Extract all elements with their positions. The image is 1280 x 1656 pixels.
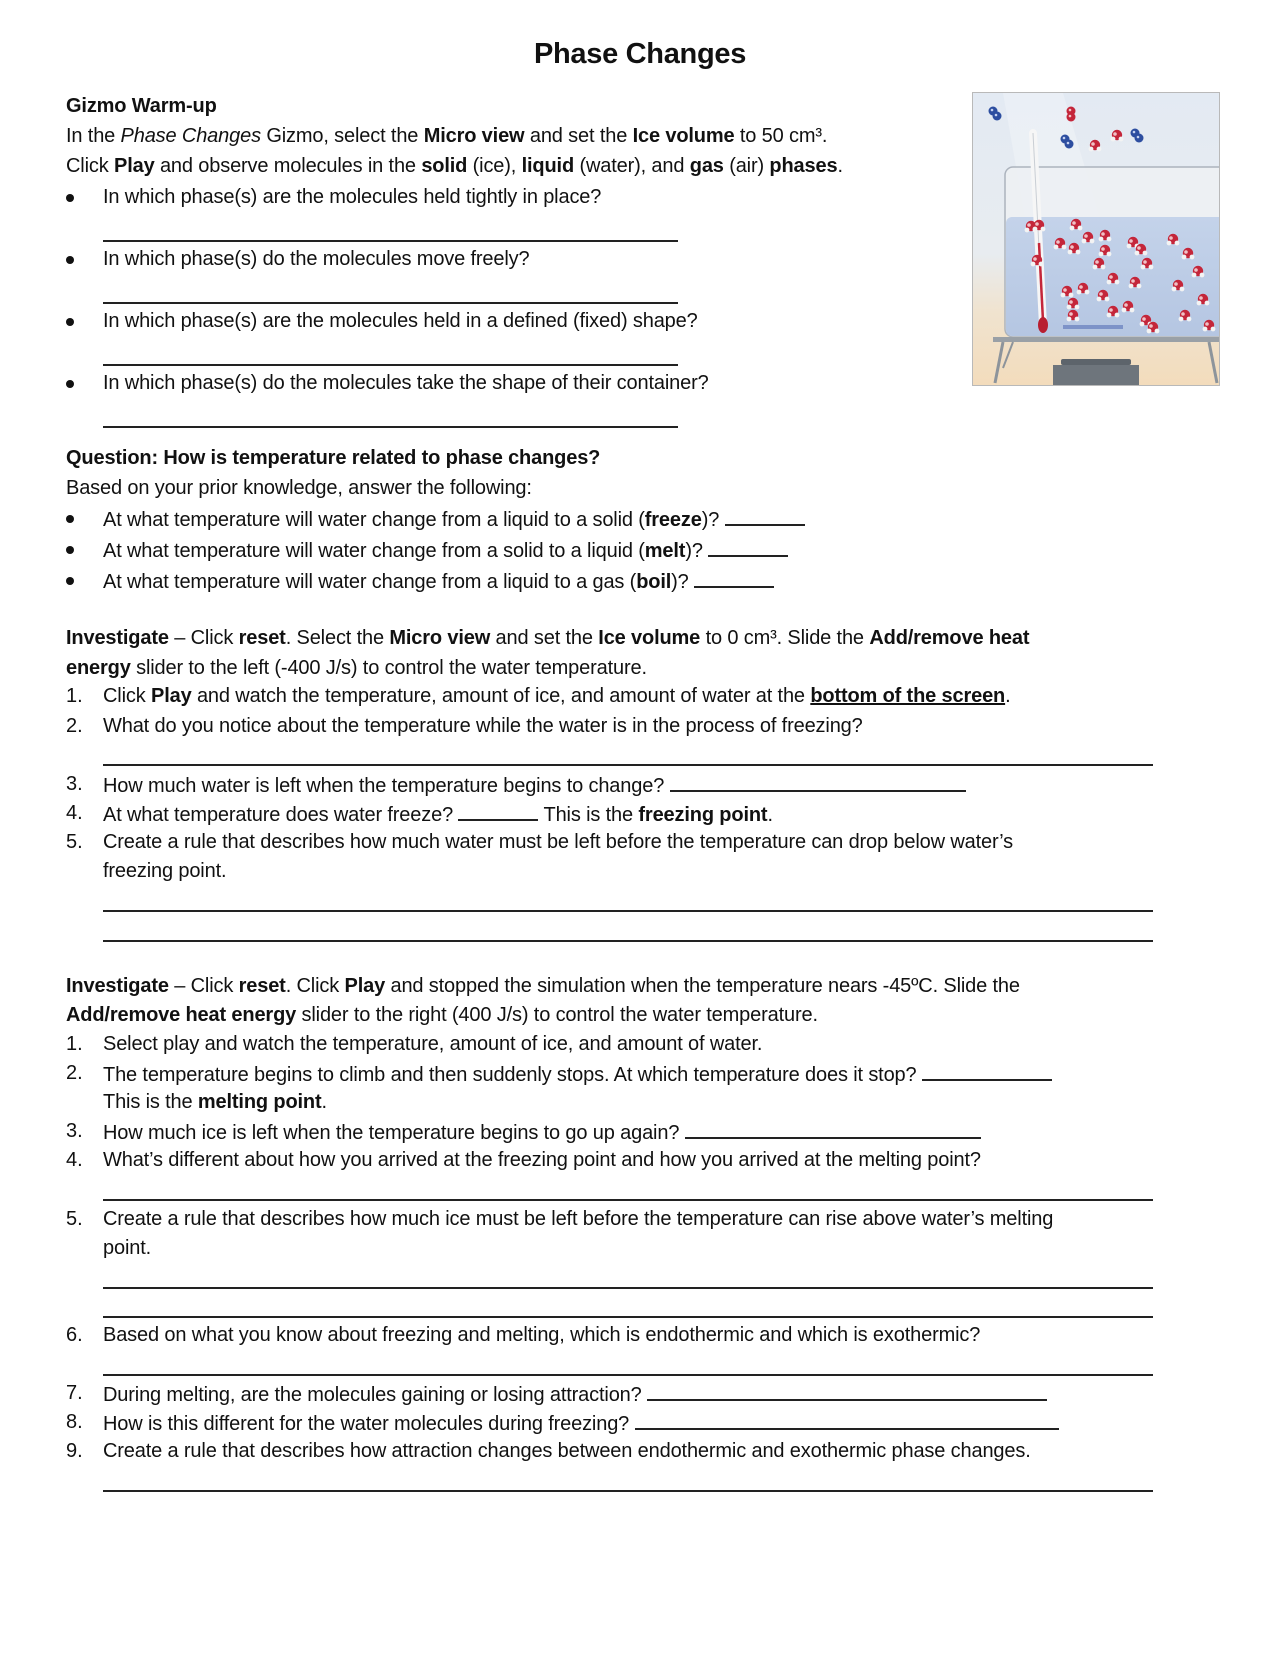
micro-view-term: Micro view: [423, 125, 525, 147]
text: )?: [701, 509, 720, 531]
bullet-icon: [66, 515, 74, 523]
step-number: 3.: [66, 1120, 83, 1142]
gas-term: gas: [689, 155, 724, 177]
investigate-2-step-5-line-2: point.: [103, 1237, 152, 1259]
investigate-2-line-2: [66, 1003, 818, 1027]
text: to 50 cm³.: [734, 125, 828, 147]
bullet-icon: [66, 546, 74, 554]
text: – Click: [168, 627, 239, 649]
text: At what temperature will water change from a liquid to a gas (: [103, 571, 637, 593]
step-number: 1.: [66, 685, 83, 707]
answer-line[interactable]: [103, 910, 1153, 912]
answer-blank[interactable]: [725, 506, 805, 526]
text: How much water is left when the temperature begins to change?: [103, 775, 665, 797]
answer-line[interactable]: [103, 1199, 1153, 1201]
melt-term: melt: [644, 540, 686, 562]
warmup-question-1: In which phase(s) are the molecules held tightly in place?: [103, 186, 602, 208]
investigate-1-step-5-line-2: freezing point.: [103, 860, 227, 882]
text: At what temperature will water change from a liquid to a solid (: [103, 509, 645, 531]
step-number: 8.: [66, 1411, 83, 1433]
step-number: 9.: [66, 1440, 83, 1462]
text: slider to the left (-400 J/s) to control the water temperature.: [130, 657, 647, 679]
text: (air): [723, 155, 770, 177]
page-title: Phase Changes: [533, 38, 747, 70]
text: and set the: [490, 627, 599, 649]
answer-line[interactable]: [103, 426, 678, 428]
answer-blank[interactable]: [694, 568, 774, 588]
bullet-icon: [66, 318, 74, 326]
answer-blank[interactable]: [647, 1381, 1047, 1401]
play-term: Play: [151, 685, 192, 707]
play-term: Play: [344, 975, 386, 997]
answer-line[interactable]: [103, 1490, 1153, 1492]
investigate-1-step-1: [103, 684, 1011, 708]
answer-blank[interactable]: [670, 772, 966, 792]
step-number: 6.: [66, 1324, 83, 1346]
reset-term: reset: [238, 627, 286, 649]
answer-blank[interactable]: [922, 1061, 1052, 1081]
text: )?: [671, 571, 689, 593]
text: How much ice is left when the temperature begins to go up again?: [103, 1122, 680, 1144]
answer-line[interactable]: [103, 1287, 1153, 1289]
text: and stopped the simulation when the temperature nears -45ºC. Slide the: [385, 975, 1020, 997]
warmup-intro-line-1: [66, 124, 827, 148]
text: Click: [66, 155, 114, 177]
investigate-2-step-8: [103, 1410, 1059, 1436]
ice-volume-term: Ice volume: [632, 125, 735, 147]
melting-point-term: melting point: [197, 1091, 322, 1113]
prior-question-boil: [103, 568, 774, 594]
investigate-2-step-4: What’s different about how you arrived at the freezing point and how you arrived at the melting point?: [103, 1149, 981, 1171]
micro-view-term: Micro view: [389, 627, 491, 649]
text: At what temperature does water freeze?: [103, 804, 454, 826]
step-number: 4.: [66, 802, 83, 824]
step-number: 1.: [66, 1033, 83, 1055]
answer-blank[interactable]: [458, 801, 538, 821]
gizmo-name: Phase Changes: [120, 125, 261, 147]
boil-term: boil: [636, 571, 672, 593]
answer-line[interactable]: [103, 240, 678, 242]
step-number: 5.: [66, 1208, 83, 1230]
investigate-1-line-2: [66, 656, 647, 680]
investigate-2-step-2-line-2: [103, 1090, 327, 1114]
investigate-1-step-3: [103, 772, 966, 798]
warmup-heading: Gizmo Warm-up: [66, 95, 217, 117]
text: – Click: [168, 975, 239, 997]
warmup-question-2: In which phase(s) do the molecules move freely?: [103, 248, 530, 270]
solid-term: solid: [421, 155, 468, 177]
warmup-question-3: In which phase(s) are the molecules held in a defined (fixed) shape?: [103, 310, 698, 332]
text: This is the: [538, 804, 639, 826]
step-number: 5.: [66, 831, 83, 853]
step-number: 3.: [66, 773, 83, 795]
text: (water), and: [574, 155, 690, 177]
investigate-2-step-6: Based on what you know about freezing and melting, which is endothermic and which is exothermic?: [103, 1324, 981, 1346]
answer-line[interactable]: [103, 764, 1153, 766]
text: Click: [103, 685, 151, 707]
text: . Select the: [285, 627, 390, 649]
investigate-label: Investigate: [66, 975, 169, 997]
gizmo-figure: [972, 92, 1220, 386]
investigate-2-step-9: Create a rule that describes how attraction changes between endothermic and exothermic phase changes.: [103, 1440, 1031, 1462]
investigate-2-step-1: Select play and watch the temperature, amount of ice, and amount of water.: [103, 1033, 763, 1055]
text: Gizmo, select the: [260, 125, 424, 147]
bullet-icon: [66, 256, 74, 264]
investigate-1-step-5-line-1: Create a rule that describes how much water must be left before the temperature can drop below water’s: [103, 831, 1013, 853]
text: At what temperature will water change from a solid to a liquid (: [103, 540, 645, 562]
phases-term: phases: [769, 155, 838, 177]
step-number: 4.: [66, 1149, 83, 1171]
answer-line[interactable]: [103, 1316, 1153, 1318]
text: In the: [66, 125, 121, 147]
investigate-2-step-7: [103, 1381, 1047, 1407]
warmup-question-4: In which phase(s) do the molecules take the shape of their container?: [103, 372, 709, 394]
text: The temperature begins to climb and then suddenly stops. At which temperature does it stop?: [103, 1064, 917, 1086]
text: How is this different for the water molecules during freezing?: [103, 1413, 630, 1435]
answer-line[interactable]: [103, 940, 1153, 942]
investigate-2-step-3: [103, 1119, 981, 1145]
text: (ice),: [467, 155, 522, 177]
text: .: [1005, 685, 1011, 707]
investigate-label: Investigate: [66, 627, 169, 649]
investigate-1-line-1: [66, 626, 1029, 650]
text: )?: [685, 540, 703, 562]
text: and observe molecules in the: [154, 155, 422, 177]
answer-line[interactable]: [103, 364, 678, 366]
step-number: 7.: [66, 1382, 83, 1404]
heat-slider-term: Add/remove heat energy: [66, 1004, 297, 1026]
answer-blank[interactable]: [685, 1119, 981, 1139]
text: This is the: [103, 1091, 198, 1113]
prior-question-melt: [103, 537, 788, 563]
warmup-intro-line-2: [66, 154, 843, 178]
liquid-term: liquid: [521, 155, 575, 177]
investigate-1-step-4: [103, 801, 773, 827]
prior-question-freeze: [103, 506, 805, 532]
heat-slider-term: Add/remove heat: [869, 627, 1030, 649]
bullet-icon: [66, 194, 74, 202]
text: and set the: [524, 125, 633, 147]
text: . Click: [285, 975, 345, 997]
bullet-icon: [66, 577, 74, 585]
ice-volume-term: Ice volume: [598, 627, 701, 649]
text: to 0 cm³. Slide the: [700, 627, 870, 649]
investigate-1-step-2: What do you notice about the temperature while the water is in the process of freezing?: [103, 715, 863, 737]
answer-blank[interactable]: [708, 537, 788, 557]
freeze-term: freeze: [644, 509, 702, 531]
play-term: Play: [114, 155, 155, 177]
text: .: [321, 1091, 327, 1113]
investigate-2-line-1: [66, 974, 1020, 998]
energy-term: energy: [66, 657, 131, 679]
question-heading: Question: How is temperature related to phase changes?: [66, 447, 601, 469]
investigate-2-step-5-line-1: Create a rule that describes how much ice must be left before the temperature can rise above water’s melting: [103, 1208, 1054, 1230]
text: .: [837, 155, 843, 177]
text: During melting, are the molecules gaining or losing attraction?: [103, 1384, 642, 1406]
step-number: 2.: [66, 715, 83, 737]
freezing-point-term: freezing point: [638, 804, 768, 826]
text: .: [767, 804, 773, 826]
answer-blank[interactable]: [635, 1410, 1059, 1430]
investigate-2-step-2: [103, 1061, 1052, 1087]
question-intro: Based on your prior knowledge, answer the following:: [66, 477, 532, 499]
beaker-illustration: [973, 93, 1219, 385]
bottom-of-screen-term: bottom of the screen: [810, 685, 1006, 707]
step-number: 2.: [66, 1062, 83, 1084]
reset-term: reset: [238, 975, 286, 997]
bullet-icon: [66, 380, 74, 388]
answer-line[interactable]: [103, 1374, 1153, 1376]
text: slider to the right (400 J/s) to control the water temperature.: [296, 1004, 818, 1026]
answer-line[interactable]: [103, 302, 678, 304]
text: and watch the temperature, amount of ice, and amount of water at the: [191, 685, 811, 707]
